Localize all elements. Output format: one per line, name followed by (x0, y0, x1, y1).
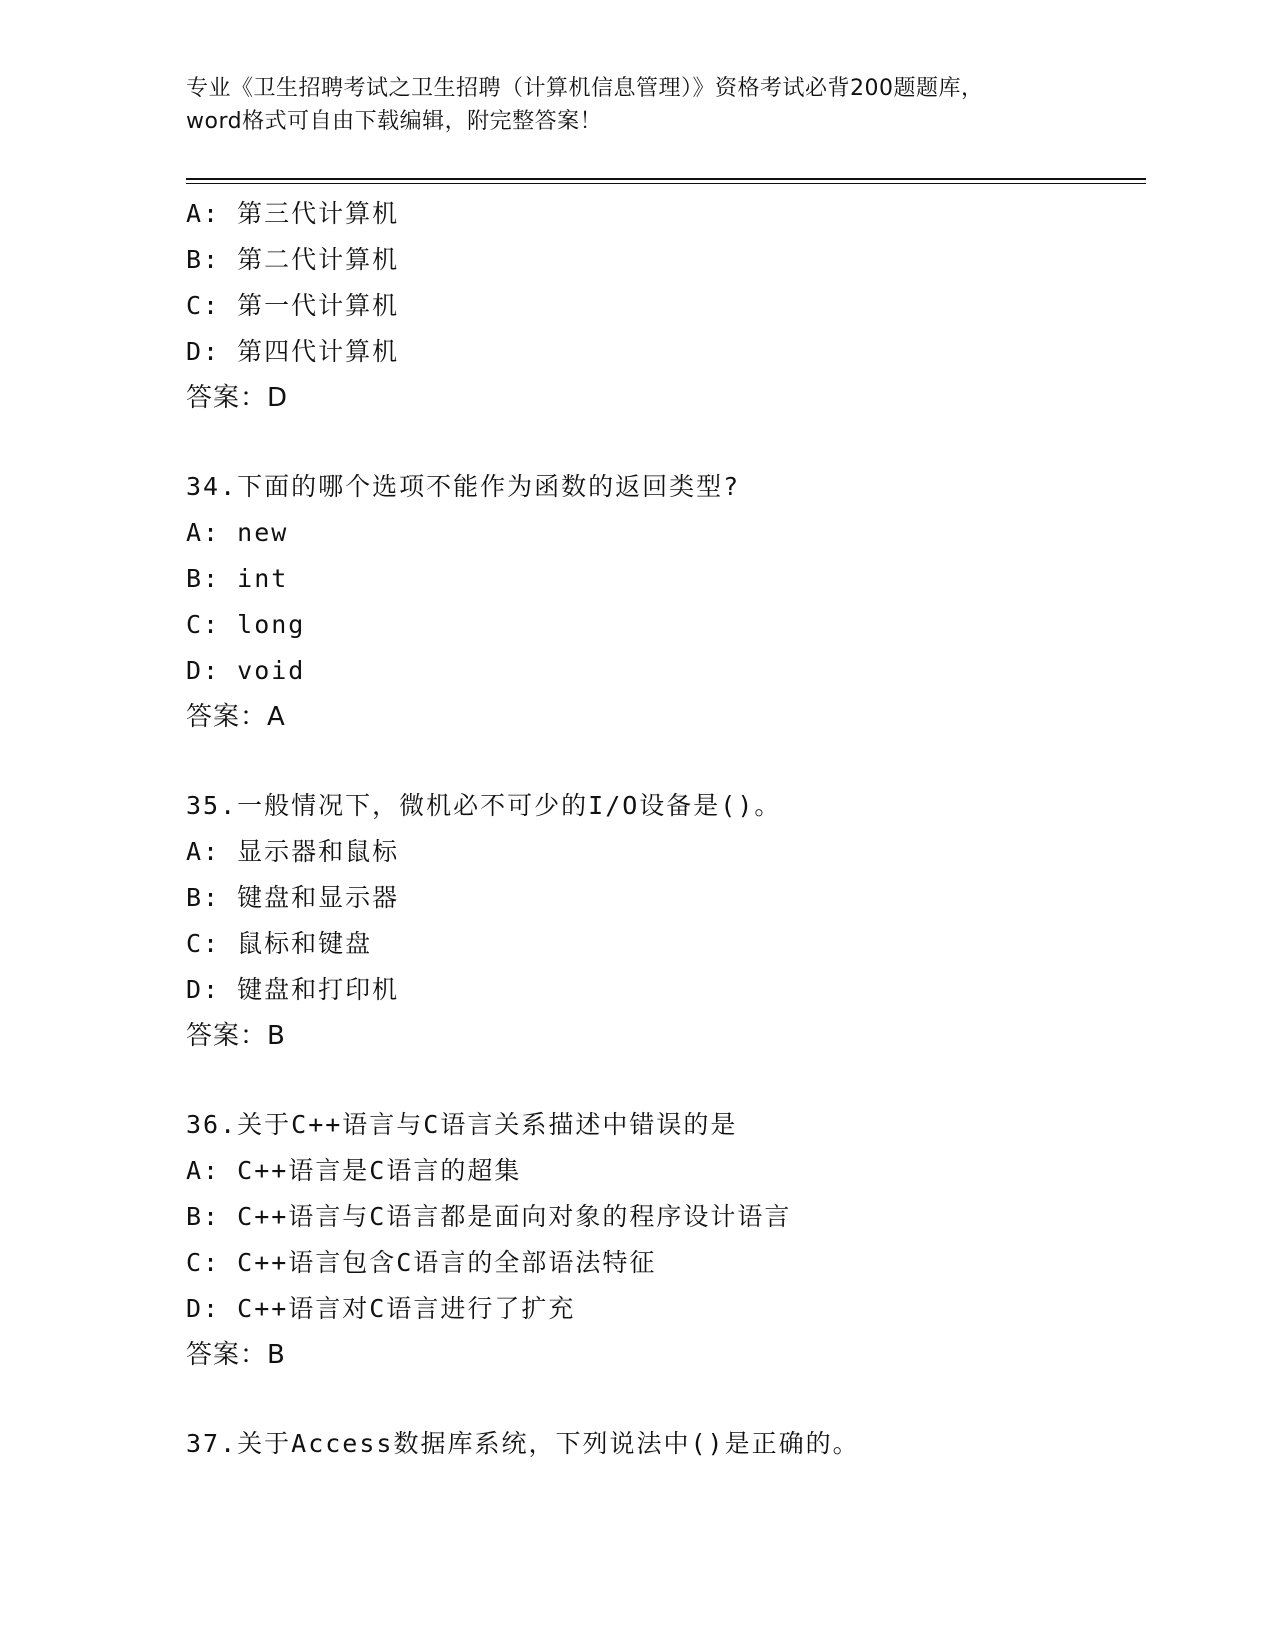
option-b: B: int (186, 564, 289, 593)
question-text: 37.关于Access数据库系统，下列说法中()是正确的。 (186, 1429, 860, 1458)
option-c: C: long (186, 610, 306, 639)
option-d: D: 键盘和打印机 (186, 975, 400, 1004)
option-b: B: 键盘和显示器 (186, 883, 400, 912)
option-a: A: new (186, 518, 289, 547)
option-a: A: 显示器和鼠标 (186, 837, 400, 866)
question-37-block (186, 1421, 1146, 1467)
option-c: C: 鼠标和键盘 (186, 929, 373, 958)
question-35-block (186, 783, 1146, 1059)
option-c: C: C++语言包含C语言的全部语法特征 (186, 1248, 657, 1277)
option-d: D: void (186, 656, 306, 685)
option-d: D: 第四代计算机 (186, 337, 400, 366)
answer: 答案：A (186, 702, 286, 732)
prev-question-block (186, 191, 1146, 421)
option-b: B: 第二代计算机 (186, 245, 400, 274)
question-text: 35.一般情况下，微机必不可少的I/O设备是()。 (186, 791, 782, 820)
option-d: D: C++语言对C语言进行了扩充 (186, 1294, 576, 1323)
header-divider-thin (186, 183, 1146, 184)
header-line-2: word格式可自由下载编辑，附完整答案！ (186, 109, 603, 134)
header-line-1: 专业《卫生招聘考试之卫生招聘（计算机信息管理）》资格考试必背200题题库， (186, 76, 984, 101)
document-header (186, 72, 1086, 138)
question-34-block (186, 464, 1146, 740)
question-list (186, 191, 1146, 1467)
question-36-block (186, 1102, 1146, 1378)
question-text: 34.下面的哪个选项不能作为函数的返回类型? (186, 472, 741, 501)
option-a: A: 第三代计算机 (186, 199, 400, 228)
answer: 答案：B (186, 1340, 286, 1370)
answer: 答案：D (186, 383, 289, 413)
question-text: 36.关于C++语言与C语言关系描述中错误的是 (186, 1110, 738, 1139)
option-c: C: 第一代计算机 (186, 291, 400, 320)
answer: 答案：B (186, 1021, 286, 1051)
option-a: A: C++语言是C语言的超集 (186, 1156, 522, 1185)
option-b: B: C++语言与C语言都是面向对象的程序设计语言 (186, 1202, 792, 1231)
header-divider-thick (186, 178, 1146, 180)
